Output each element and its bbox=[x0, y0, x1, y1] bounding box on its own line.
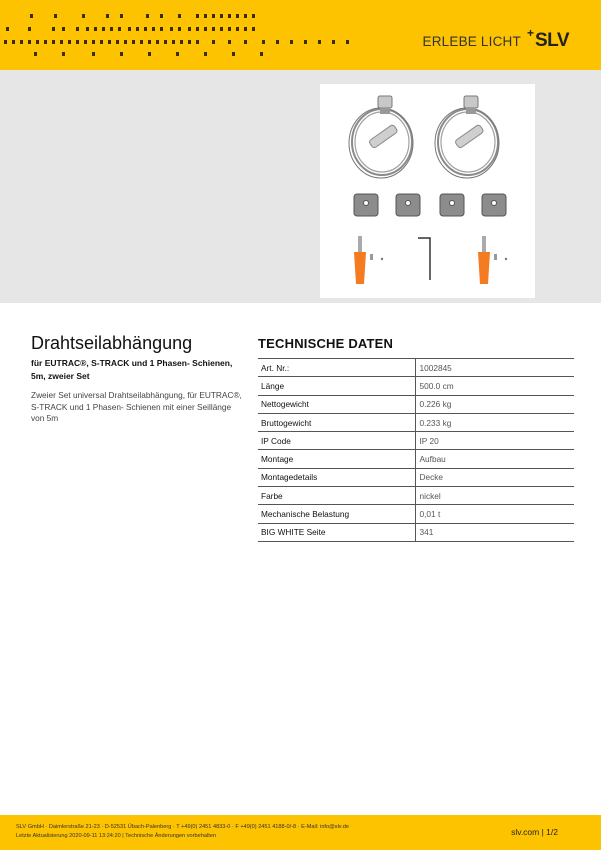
spec-value: 500.0 cm bbox=[415, 377, 574, 395]
spec-value: 341 bbox=[415, 523, 574, 541]
spec-value: IP 20 bbox=[415, 432, 574, 450]
footer-bar bbox=[0, 815, 601, 850]
cable-coil-right-icon bbox=[435, 96, 499, 178]
hero-banner bbox=[0, 70, 601, 303]
footer-page-info: slv.com | 1/2 bbox=[511, 827, 558, 837]
spec-key: Farbe bbox=[258, 487, 415, 505]
table-row bbox=[258, 468, 574, 486]
spec-value: Decke bbox=[415, 468, 574, 486]
mounting-clips-icon bbox=[354, 194, 506, 216]
product-title: Drahtseilabhängung bbox=[31, 333, 193, 353]
table-row bbox=[258, 523, 574, 541]
tech-data-heading: TECHNISCHE DATEN bbox=[258, 336, 394, 351]
allen-key-icon bbox=[418, 238, 430, 280]
table-row bbox=[258, 377, 574, 395]
spec-value: nickel bbox=[415, 487, 574, 505]
logo-plus-icon: + bbox=[526, 26, 534, 40]
cable-coil-left-icon bbox=[349, 96, 413, 178]
spec-value: 0,01 t bbox=[415, 505, 574, 523]
spec-key: Mechanische Belastung bbox=[258, 505, 415, 523]
spec-key: IP Code bbox=[258, 432, 415, 450]
spec-key: Montage bbox=[258, 450, 415, 468]
footer-address-block bbox=[16, 823, 349, 840]
spec-key: BIG WHITE Seite bbox=[258, 523, 415, 541]
spec-value: 1002845 bbox=[415, 359, 574, 377]
tagline: ERLEBE LICHT bbox=[422, 33, 521, 49]
table-row bbox=[258, 395, 574, 413]
product-photo bbox=[320, 84, 535, 298]
table-row bbox=[258, 359, 574, 377]
table-row bbox=[258, 505, 574, 523]
spec-value: 0.226 kg bbox=[415, 395, 574, 413]
wall-plug-left-icon bbox=[354, 236, 383, 284]
spec-key: Bruttogewicht bbox=[258, 413, 415, 431]
header-bar bbox=[0, 0, 601, 70]
logo-text: SLV bbox=[534, 30, 569, 51]
product-illustration bbox=[320, 84, 535, 298]
slv-logo bbox=[526, 26, 569, 52]
spec-value: 0.233 kg bbox=[415, 413, 574, 431]
spec-key: Montagedetails bbox=[258, 468, 415, 486]
decorative-dot-pattern bbox=[0, 0, 380, 70]
product-description: Zweier Set universal Drahtseilabhängung, für EUTRAC®, S-TRACK und 1 Phasen- Schienen mit einer Seillänge von 5m bbox=[31, 390, 242, 423]
spec-key: Art. Nr.: bbox=[258, 359, 415, 377]
footer-address: SLV GmbH · Daimlerstraße 21-23 · D-52531 Übach-Palenberg · T +49(0) 2451 4833-0 · F +49(0) 2451 4188-0/-8 · E-Mail: info@slv.de bbox=[16, 824, 349, 830]
brand bbox=[422, 26, 570, 52]
table-row bbox=[258, 487, 574, 505]
table-row bbox=[258, 450, 574, 468]
product-subtitle: für EUTRAC®, S-TRACK und 1 Phasen- Schienen, 5m, zweier Set bbox=[31, 358, 233, 381]
wall-plug-right-icon bbox=[478, 236, 507, 284]
footer-updated: Letzte Aktualisierung 2020-09-11 13:24:20 | Technische Änderungen vorbehalten bbox=[16, 832, 216, 839]
spec-key: Nettogewicht bbox=[258, 395, 415, 413]
spec-table bbox=[258, 358, 574, 542]
spec-value: Aufbau bbox=[415, 450, 574, 468]
spec-key: Länge bbox=[258, 377, 415, 395]
table-row bbox=[258, 432, 574, 450]
table-row bbox=[258, 413, 574, 431]
